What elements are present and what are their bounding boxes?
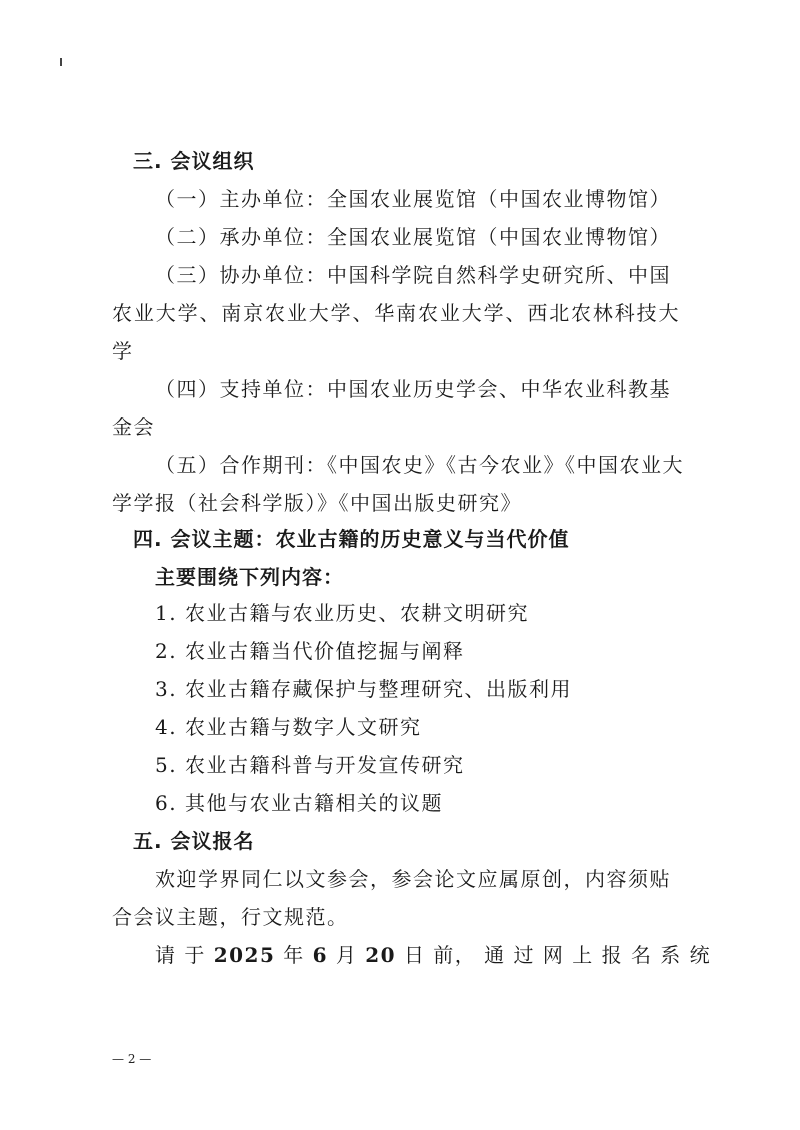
registration-deadline-line <box>155 940 712 970</box>
co-organizer-item-cont: 农业大学、南京农业大学、华南农业大学、西北农林科技大 <box>112 301 680 325</box>
topic-item: 4. 农业古籍与数字人文研究 <box>155 715 422 739</box>
binding-mark <box>60 58 62 66</box>
deadline-prefix: 请 于 <box>155 943 206 967</box>
deadline-suffix: 日 前， 通 过 网 上 报 名 系 统 <box>403 943 712 967</box>
deadline-month-unit: 月 <box>335 943 358 967</box>
deadline-year-unit: 年 <box>283 943 305 967</box>
topic-item: 6. 其他与农业古籍相关的议题 <box>155 791 443 815</box>
supporter-item: （四）支持单位：中国农业历史学会、中华农业科教基 <box>155 377 671 401</box>
topic-item: 2. 农业古籍当代价值挖掘与阐释 <box>155 639 465 663</box>
deadline-year: 2025 <box>213 943 276 967</box>
co-organizer-item: （三）协办单位：中国科学院自然科学史研究所、中国 <box>155 263 671 287</box>
topic-item: 5. 农业古籍科普与开发宣传研究 <box>155 753 465 777</box>
section-4-heading: 四. 会议主题：农业古籍的历史意义与当代价值 <box>133 527 570 551</box>
topic-item: 3. 农业古籍存藏保护与整理研究、出版利用 <box>155 677 572 701</box>
journal-item-end: 学学报（社会科学版）》《中国出版史研究》 <box>112 491 522 515</box>
undertaker-item: （二）承办单位：全国农业展览馆（中国农业博物馆） <box>155 225 671 249</box>
deadline-day: 20 <box>365 943 397 967</box>
deadline-month: 6 <box>312 943 329 967</box>
organizer-item: （一）主办单位：全国农业展览馆（中国农业博物馆） <box>155 187 671 211</box>
journal-item: （五）合作期刊：《中国农史》《古今农业》《中国农业大 <box>155 453 684 477</box>
topic-item: 1. 农业古籍与农业历史、农耕文明研究 <box>155 601 529 625</box>
registration-paragraph-line1: 欢迎学界同仁以文参会，参会论文应属原创，内容须贴 <box>155 867 671 891</box>
page-number: — 2 — <box>112 1052 152 1066</box>
co-organizer-item-end: 学 <box>112 339 134 363</box>
topics-subheading: 主要围绕下列内容： <box>155 565 344 589</box>
section-5-heading: 五. 会议报名 <box>133 829 255 853</box>
registration-paragraph-line2: 合会议主题，行文规范。 <box>112 905 349 929</box>
section-3-heading: 三. 会议组织 <box>133 149 255 173</box>
supporter-item-end: 金会 <box>112 415 155 439</box>
